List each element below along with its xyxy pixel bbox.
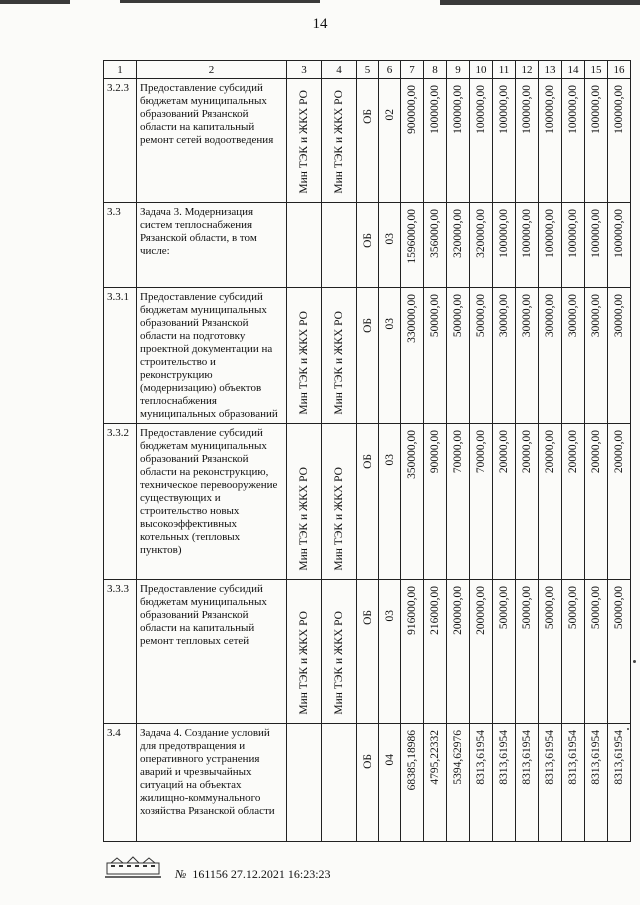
table-row: [104, 724, 631, 842]
amount-cell: [401, 424, 424, 580]
amount-value: 30000,00: [613, 294, 625, 338]
amount-cell: [493, 724, 516, 842]
amount-value: 68385,18986: [406, 730, 418, 791]
amount-cell: [424, 724, 447, 842]
amount-value: 8313,61954: [544, 730, 556, 785]
amount-value: 20000,00: [567, 430, 579, 474]
amount-cell: [608, 580, 631, 724]
amount-value: 1596000,00: [406, 209, 418, 264]
amount-value: 100000,00: [567, 209, 579, 258]
amount-value: 90000,00: [429, 430, 441, 474]
row-number: 3.2.3: [104, 79, 137, 203]
responsible-executor-cell: [287, 424, 322, 580]
amount-value: 320000,00: [475, 209, 487, 258]
amount-cell: [539, 424, 562, 580]
funding-source: ОБ: [361, 610, 374, 625]
amount-value: 8313,61954: [590, 730, 602, 785]
budget-manager-cell: [322, 724, 357, 842]
budget-code: 03: [383, 610, 396, 622]
budget-manager: Мин ТЭК и ЖКХ РО: [333, 467, 345, 571]
funding-source-cell: [357, 203, 379, 288]
responsible-executor-cell: [287, 580, 322, 724]
amount-cell: [493, 203, 516, 288]
amount-value: 100000,00: [590, 209, 602, 258]
amount-cell: [424, 203, 447, 288]
amount-cell: [401, 79, 424, 203]
funding-source-cell: [357, 580, 379, 724]
amount-value: 100000,00: [475, 85, 487, 134]
amount-cell: [401, 203, 424, 288]
amount-cell: [424, 79, 447, 203]
amount-value: 900000,00: [406, 85, 418, 134]
amount-value: 916000,00: [406, 586, 418, 635]
scan-speck: [627, 728, 629, 730]
amount-value: 50000,00: [475, 294, 487, 338]
amount-value: 20000,00: [544, 430, 556, 474]
amount-cell: [470, 288, 493, 424]
row-number: 3.3: [104, 203, 137, 288]
amount-value: 320000,00: [452, 209, 464, 258]
amount-value: 50000,00: [452, 294, 464, 338]
amount-value: 70000,00: [475, 430, 487, 474]
responsible-executor: Мин ТЭК и ЖКХ РО: [298, 311, 310, 415]
amount-value: 50000,00: [521, 586, 533, 630]
amount-value: 356000,00: [429, 209, 441, 258]
column-header-10: 10: [470, 61, 493, 79]
amount-value: 100000,00: [544, 209, 556, 258]
amount-cell: [470, 724, 493, 842]
amount-cell: [424, 424, 447, 580]
page-number: 14: [312, 16, 328, 32]
budget-code-cell: [379, 288, 401, 424]
column-header-6: 6: [379, 61, 401, 79]
document-footer: [103, 855, 623, 885]
amount-value: 200000,00: [475, 586, 487, 635]
amount-cell: [424, 580, 447, 724]
amount-value: 20000,00: [521, 430, 533, 474]
amount-value: 70000,00: [452, 430, 464, 474]
budget-code-cell: [379, 580, 401, 724]
budget-manager-cell: [322, 424, 357, 580]
scan-speck: [633, 660, 636, 663]
responsible-executor-cell: [287, 288, 322, 424]
amount-cell: [539, 724, 562, 842]
funding-source: ОБ: [361, 754, 374, 769]
amount-cell: [585, 424, 608, 580]
amount-value: 216000,00: [429, 586, 441, 635]
budget-code-cell: [379, 424, 401, 580]
budget-code: 03: [383, 454, 396, 466]
table-row: [104, 424, 631, 580]
amount-value: 8313,61954: [613, 730, 625, 785]
budget-code: 02: [383, 109, 396, 121]
row-description: Задача 3. Модернизация систем теплоснабжения Рязанской области, в том числе:: [137, 203, 287, 288]
amount-value: 20000,00: [590, 430, 602, 474]
amount-value: 350000,00: [406, 430, 418, 479]
funding-source: ОБ: [361, 233, 374, 248]
budget-manager-cell: [322, 288, 357, 424]
amount-cell: [562, 424, 585, 580]
amount-value: 30000,00: [567, 294, 579, 338]
budget-code-cell: [379, 79, 401, 203]
amount-value: 100000,00: [613, 85, 625, 134]
amount-cell: [470, 580, 493, 724]
amount-cell: [401, 580, 424, 724]
amount-cell: [608, 288, 631, 424]
amount-value: 100000,00: [613, 209, 625, 258]
budget-manager-cell: [322, 203, 357, 288]
funding-source-cell: [357, 724, 379, 842]
column-header-7: 7: [401, 61, 424, 79]
budget-code-cell: [379, 724, 401, 842]
amount-cell: [585, 79, 608, 203]
row-description: Предоставление субсидий бюджетам муниципальных образований Рязанской области на подготовку проектной документации на строительство и реконструкцию (модернизацию) объектов теплоснабжения муниципальных образований: [137, 288, 287, 424]
budget-manager: Мин ТЭК и ЖКХ РО: [333, 90, 345, 194]
budget-code: 03: [383, 318, 396, 330]
amount-cell: [401, 724, 424, 842]
amount-cell: [608, 203, 631, 288]
amount-value: 50000,00: [429, 294, 441, 338]
amount-value: 20000,00: [613, 430, 625, 474]
budget-table: [103, 60, 631, 842]
amount-value: 100000,00: [521, 209, 533, 258]
column-header-13: 13: [539, 61, 562, 79]
amount-cell: [516, 424, 539, 580]
registration-stamp: [175, 867, 331, 882]
amount-value: 100000,00: [452, 85, 464, 134]
amount-value: 50000,00: [567, 586, 579, 630]
amount-value: 100000,00: [590, 85, 602, 134]
amount-cell: [585, 288, 608, 424]
amount-cell: [608, 724, 631, 842]
amount-cell: [447, 724, 470, 842]
amount-cell: [447, 288, 470, 424]
table-row: [104, 203, 631, 288]
amount-value: 100000,00: [544, 85, 556, 134]
responsible-executor-cell: [287, 724, 322, 842]
amount-cell: [516, 203, 539, 288]
row-number: 3.4: [104, 724, 137, 842]
amount-cell: [493, 424, 516, 580]
responsible-executor-cell: [287, 79, 322, 203]
row-number: 3.3.1: [104, 288, 137, 424]
amount-cell: [516, 288, 539, 424]
funding-source-cell: [357, 288, 379, 424]
amount-cell: [516, 79, 539, 203]
amount-value: 100000,00: [498, 85, 510, 134]
amount-value: 100000,00: [521, 85, 533, 134]
column-header-16: 16: [608, 61, 631, 79]
funding-source: ОБ: [361, 109, 374, 124]
amount-cell: [585, 203, 608, 288]
amount-cell: [539, 79, 562, 203]
budget-code: 03: [383, 233, 396, 245]
column-header-12: 12: [516, 61, 539, 79]
amount-cell: [470, 424, 493, 580]
amount-cell: [562, 203, 585, 288]
amount-value: 100000,00: [498, 209, 510, 258]
amount-value: 30000,00: [498, 294, 510, 338]
amount-value: 8313,61954: [567, 730, 579, 785]
row-description: Предоставление субсидий бюджетам муниципальных образований Рязанской области на капитальный ремонт тепловых сетей: [137, 580, 287, 724]
amount-cell: [608, 79, 631, 203]
column-header-8: 8: [424, 61, 447, 79]
amount-cell: [562, 724, 585, 842]
column-header-14: 14: [562, 61, 585, 79]
amount-cell: [493, 580, 516, 724]
budget-code: 04: [383, 754, 396, 766]
amount-cell: [585, 724, 608, 842]
budget-code-cell: [379, 203, 401, 288]
amount-cell: [447, 79, 470, 203]
amount-cell: [516, 580, 539, 724]
column-header-11: 11: [493, 61, 516, 79]
amount-cell: [608, 424, 631, 580]
amount-cell: [585, 580, 608, 724]
amount-cell: [401, 288, 424, 424]
column-header-15: 15: [585, 61, 608, 79]
row-number: 3.3.3: [104, 580, 137, 724]
amount-cell: [493, 79, 516, 203]
row-number: 3.3.2: [104, 424, 137, 580]
amount-value: 30000,00: [544, 294, 556, 338]
responsible-executor-cell: [287, 203, 322, 288]
responsible-executor: Мин ТЭК и ЖКХ РО: [298, 467, 310, 571]
column-header-1: 1: [104, 61, 137, 79]
column-number-row: [104, 61, 631, 79]
amount-cell: [470, 203, 493, 288]
funding-source: ОБ: [361, 318, 374, 333]
amount-value: 50000,00: [544, 586, 556, 630]
amount-value: 50000,00: [590, 586, 602, 630]
responsible-executor: Мин ТЭК и ЖКХ РО: [298, 611, 310, 715]
amount-cell: [447, 424, 470, 580]
column-header-3: 3: [287, 61, 322, 79]
funding-source: ОБ: [361, 454, 374, 469]
amount-value: 20000,00: [498, 430, 510, 474]
table-row: [104, 288, 631, 424]
amount-cell: [493, 288, 516, 424]
responsible-executor: Мин ТЭК и ЖКХ РО: [298, 90, 310, 194]
stamp-number-symbol: №: [175, 867, 187, 881]
amount-cell: [539, 203, 562, 288]
amount-value: 50000,00: [498, 586, 510, 630]
amount-cell: [447, 203, 470, 288]
amount-cell: [447, 580, 470, 724]
amount-value: 30000,00: [590, 294, 602, 338]
row-description: Предоставление субсидий бюджетам муниципальных образований Рязанской области на реконструкцию, техническое перевооружение существующих и строительство новых высокоэффективных котельных (тепловых пунктов): [137, 424, 287, 580]
amount-value: 330000,00: [406, 294, 418, 343]
funding-source-cell: [357, 424, 379, 580]
amount-cell: [539, 580, 562, 724]
amount-value: 4795,22332: [429, 730, 441, 785]
budget-manager: Мин ТЭК и ЖКХ РО: [333, 611, 345, 715]
amount-cell: [562, 79, 585, 203]
column-header-5: 5: [357, 61, 379, 79]
amount-cell: [539, 288, 562, 424]
amount-cell: [516, 724, 539, 842]
amount-value: 8313,61954: [475, 730, 487, 785]
amount-cell: [562, 288, 585, 424]
amount-value: 5394,62976: [452, 730, 464, 785]
funding-source-cell: [357, 79, 379, 203]
amount-value: 50000,00: [613, 586, 625, 630]
table-row: [104, 79, 631, 203]
row-description: Предоставление субсидий бюджетам муниципальных образований Рязанской области на капитальный ремонт сетей водоотведения: [137, 79, 287, 203]
column-header-2: 2: [137, 61, 287, 79]
budget-manager: Мин ТЭК и ЖКХ РО: [333, 311, 345, 415]
column-header-4: 4: [322, 61, 357, 79]
row-description: Задача 4. Создание условий для предотвращения и оперативного устранения аварий и чрезвычайных ситуаций на объектах жилищно-коммунального хозяйства Рязанской области: [137, 724, 287, 842]
amount-value: 200000,00: [452, 586, 464, 635]
budget-manager-cell: [322, 580, 357, 724]
amount-cell: [424, 288, 447, 424]
amount-value: 100000,00: [567, 85, 579, 134]
budget-manager-cell: [322, 79, 357, 203]
amount-value: 100000,00: [429, 85, 441, 134]
amount-cell: [470, 79, 493, 203]
stamp-text: 161156 27.12.2021 16:23:23: [192, 867, 331, 881]
amount-cell: [562, 580, 585, 724]
column-header-9: 9: [447, 61, 470, 79]
table-row: [104, 580, 631, 724]
scan-top-edge: [0, 0, 640, 6]
registry-seal-icon: [103, 855, 163, 879]
amount-value: 8313,61954: [498, 730, 510, 785]
amount-value: 30000,00: [521, 294, 533, 338]
amount-value: 8313,61954: [521, 730, 533, 785]
